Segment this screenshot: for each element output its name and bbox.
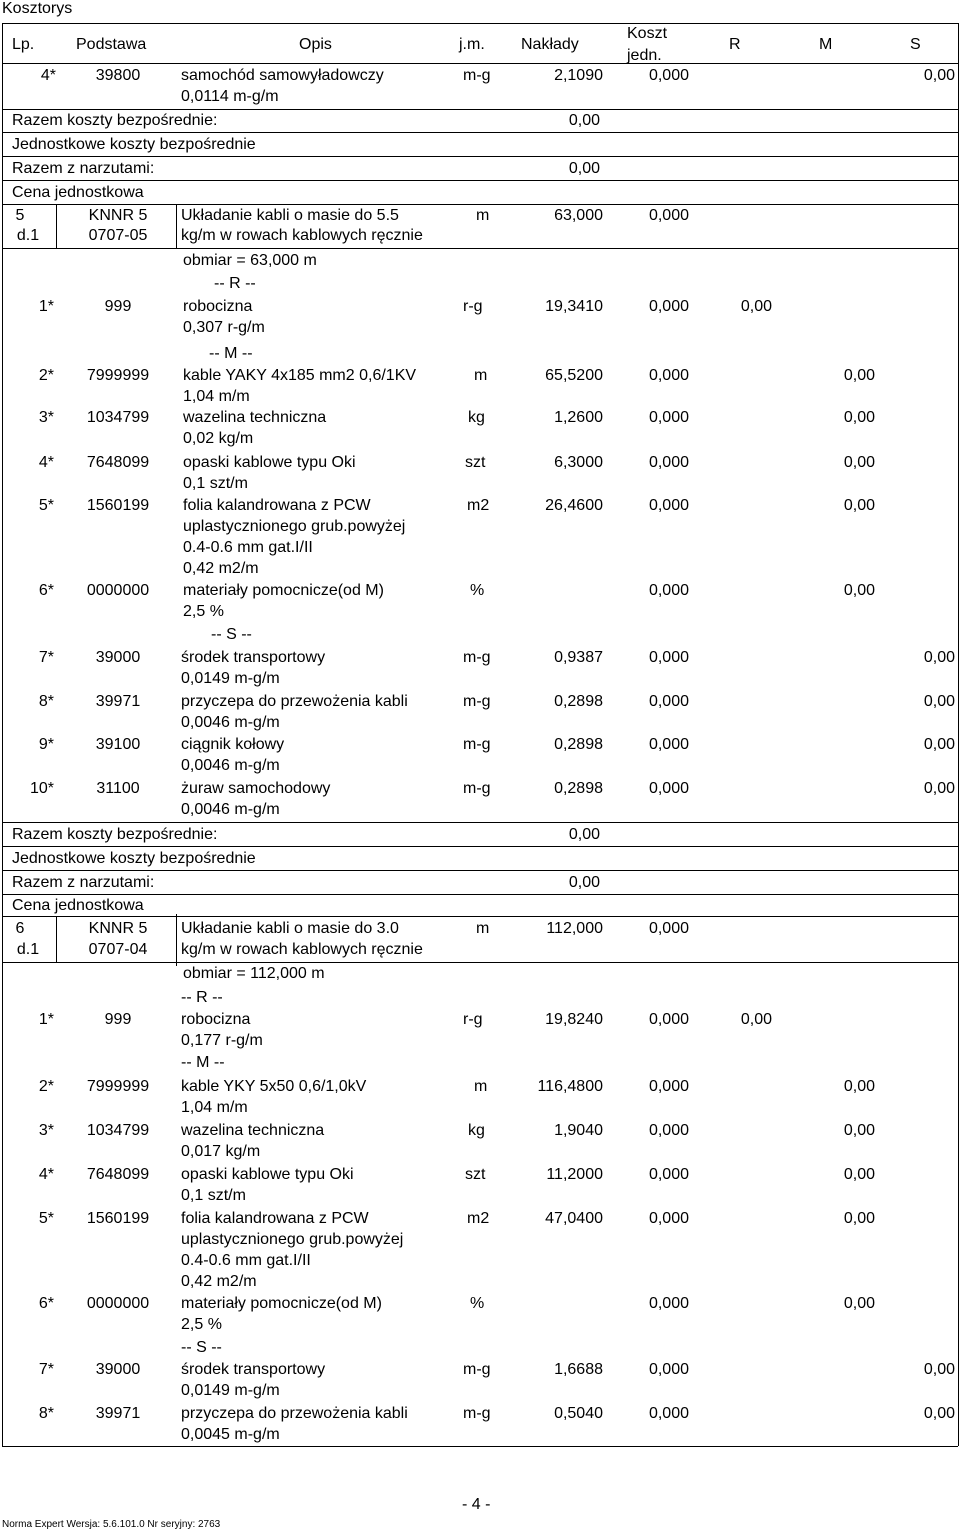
header-lp: Lp. (12, 36, 35, 53)
row-val-s: 0,00 (923, 67, 955, 84)
row-unit: r-g (463, 298, 483, 315)
row-val-s: 0,00 (923, 780, 955, 797)
row-price: 0,000 (648, 736, 689, 753)
row-unit: kg (468, 409, 485, 426)
summary-razem-bezp: Razem koszty bezpośrednie: (12, 112, 218, 129)
row-price: 0,000 (648, 298, 689, 315)
row-desc: opaski kablowe typu Oki (183, 454, 356, 471)
row-val-s: 0,00 (923, 693, 955, 710)
header-s: S (910, 36, 921, 53)
row-desc-detail: 1,04 m/m (181, 1099, 248, 1116)
row-desc: środek transportowy (181, 649, 326, 666)
row-qty: 19,3410 (545, 298, 603, 315)
row-price: 0,000 (648, 1295, 689, 1312)
row-code: 7648099 (86, 1166, 150, 1183)
position-desc: Układanie kabli o masie do 5.5 (181, 207, 399, 224)
row-desc-detail: 0,0045 m-g/m (181, 1426, 280, 1443)
row-val-m: 0,00 (843, 1210, 875, 1227)
row-unit: szt (465, 454, 486, 471)
row-qty: 6,3000 (554, 454, 603, 471)
page-title: Kosztorys (2, 0, 73, 17)
row-code: 39971 (95, 1405, 141, 1422)
summary-razem-bezp-value: 0,00 (568, 826, 600, 843)
row-price: 0,000 (648, 367, 689, 384)
row-desc-detail: 0,177 r-g/m (181, 1032, 263, 1049)
row-desc: robocizna (181, 1011, 251, 1028)
row-desc: przyczepa do przewożenia kabli (181, 1405, 408, 1422)
row-lp: 3* (38, 409, 54, 426)
row-qty: 26,4600 (545, 497, 603, 514)
row-code: 39800 (95, 67, 141, 84)
row-price: 0,000 (648, 67, 689, 84)
row-price: 0,000 (648, 454, 689, 471)
row-code: 39000 (95, 1361, 141, 1378)
row-qty: 2,1090 (554, 67, 603, 84)
section-m: -- M -- (181, 1054, 225, 1071)
row-lp: 7* (38, 1361, 54, 1378)
row-lp: 1* (38, 298, 54, 315)
row-desc-detail: 2,5 % (183, 603, 224, 620)
row-val-m: 0,00 (843, 1166, 875, 1183)
row-desc-detail: 0,42 m2/m (183, 560, 259, 577)
row-qty: 1,9040 (554, 1122, 603, 1139)
row-desc: folia kalandrowana z PCW (181, 1210, 369, 1227)
header-koszt-jedn: jedn. (627, 47, 662, 64)
position-basis-code: 0707-05 (88, 227, 148, 244)
row-desc-detail: 1,04 m/m (183, 388, 250, 405)
row-price: 0,000 (648, 1011, 689, 1028)
position-unit: m (476, 920, 490, 937)
row-val-m: 0,00 (843, 497, 875, 514)
header-jm: j.m. (459, 36, 485, 53)
row-desc: materiały pomocnicze(od M) (181, 1295, 382, 1312)
row-price: 0,000 (648, 1210, 689, 1227)
row-qty: 0,2898 (554, 693, 603, 710)
row-price: 0,000 (648, 409, 689, 426)
row-lp: 3* (38, 1122, 54, 1139)
row-unit: m (474, 367, 488, 384)
row-desc-detail: uplastycznionego grub.powyżej (183, 518, 406, 535)
row-lp: 7* (38, 649, 54, 666)
row-lp: 5* (38, 497, 54, 514)
row-val-s: 0,00 (923, 649, 955, 666)
row-lp: 9* (38, 736, 54, 753)
row-desc: opaski kablowe typu Oki (181, 1166, 354, 1183)
row-val-s: 0,00 (923, 1405, 955, 1422)
section-s: -- S -- (211, 626, 252, 643)
position-qty: 63,000 (554, 207, 603, 224)
summary-cena-jedn: Cena jednostkowa (12, 897, 144, 914)
table-right-border (958, 23, 959, 1446)
row-price: 0,000 (648, 497, 689, 514)
row-val-m: 0,00 (843, 1122, 875, 1139)
row-desc-detail: 0,0046 m-g/m (181, 757, 280, 774)
row-qty: 65,5200 (545, 367, 603, 384)
header-r: R (729, 36, 741, 53)
row-desc-detail: 0.4-0.6 mm gat.I/II (181, 1252, 311, 1269)
section-m: -- M -- (209, 345, 253, 362)
row-desc: robocizna (183, 298, 253, 315)
row-unit: m-g (463, 780, 491, 797)
row-lp: 6* (38, 582, 54, 599)
header-naklady: Nakłady (521, 36, 579, 53)
row-price: 0,000 (648, 1405, 689, 1422)
row-val-m: 0,00 (843, 454, 875, 471)
row-desc-detail: uplastycznionego grub.powyżej (181, 1231, 404, 1248)
row-divider (2, 894, 958, 895)
row-unit: kg (468, 1122, 485, 1139)
summary-razem-bezp-value: 0,00 (568, 112, 600, 129)
row-desc-detail: 0.4-0.6 mm gat.I/II (183, 539, 313, 556)
row-code: 31100 (96, 780, 140, 797)
row-qty: 0,2898 (554, 780, 603, 797)
row-divider (2, 180, 958, 181)
table-bottom-border (2, 1446, 958, 1447)
row-desc: przyczepa do przewożenia kabli (181, 693, 408, 710)
row-price: 0,000 (648, 693, 689, 710)
header-podstawa: Podstawa (76, 36, 147, 53)
row-unit: r-g (463, 1011, 483, 1028)
row-price: 0,000 (648, 780, 689, 797)
row-desc: folia kalandrowana z PCW (183, 497, 371, 514)
summary-razem-narz: Razem z narzutami: (12, 160, 155, 177)
row-divider (2, 132, 958, 133)
row-desc: materiały pomocnicze(od M) (183, 582, 384, 599)
table-top-border (2, 23, 958, 24)
row-unit: m2 (467, 497, 490, 514)
row-val-m: 0,00 (843, 409, 875, 426)
summary-cena-jedn: Cena jednostkowa (12, 184, 144, 201)
position-basis: KNNR 5 (88, 920, 148, 937)
row-desc-detail: 0,42 m2/m (181, 1273, 257, 1290)
row-unit: m-g (463, 67, 491, 84)
row-desc-detail: 0,0149 m-g/m (181, 1382, 280, 1399)
position-lp-sub: d.1 (16, 227, 40, 244)
position-divider (2, 248, 958, 249)
row-code: 7999999 (86, 367, 150, 384)
row-price: 0,000 (648, 582, 689, 599)
row-code: 7999999 (86, 1078, 150, 1095)
row-divider (2, 156, 958, 157)
row-lp: 1* (38, 1011, 54, 1028)
summary-razem-narz-value: 0,00 (568, 874, 600, 891)
row-lp: 8* (38, 1405, 54, 1422)
row-desc: wazelina techniczna (181, 1122, 325, 1139)
position-desc: Układanie kabli o masie do 3.0 (181, 920, 399, 937)
row-desc-detail: 0,307 r-g/m (183, 319, 265, 336)
row-lp: 4* (38, 454, 54, 471)
row-code: 1560199 (86, 1210, 150, 1227)
row-desc: kable YKY 5x50 0,6/1,0kV (181, 1078, 367, 1095)
section-r: -- R -- (214, 275, 256, 292)
position-price: 0,000 (648, 920, 689, 937)
row-code: 1034799 (86, 409, 150, 426)
row-price: 0,000 (648, 649, 689, 666)
row-divider (2, 822, 958, 823)
row-lp: 2* (38, 367, 54, 384)
row-desc: samochód samowyładowczy (181, 67, 384, 84)
row-unit: % (470, 1295, 485, 1312)
row-code: 7648099 (86, 454, 150, 471)
row-qty: 116,4800 (537, 1078, 603, 1095)
row-unit: % (470, 582, 485, 599)
row-unit: m (474, 1078, 488, 1095)
section-r: -- R -- (181, 989, 223, 1006)
row-desc-detail: 2,5 % (181, 1316, 222, 1333)
col-divider (56, 916, 57, 962)
row-val-m: 0,00 (843, 1078, 875, 1095)
row-val-s: 0,00 (923, 1361, 955, 1378)
row-desc: środek transportowy (181, 1361, 326, 1378)
page-number: - 4 - (462, 1496, 491, 1513)
col-divider (176, 204, 177, 248)
section-s: -- S -- (181, 1339, 222, 1356)
row-qty: 0,2898 (554, 736, 603, 753)
row-price: 0,000 (648, 1361, 689, 1378)
row-qty: 1,2600 (554, 409, 603, 426)
row-qty: 0,5040 (554, 1405, 603, 1422)
row-code: 999 (104, 1011, 132, 1028)
footer-software-info: Norma Expert Wersja: 5.6.101.0 Nr seryjny: 2763 (2, 1519, 221, 1530)
row-desc-detail: 0,0046 m-g/m (181, 714, 280, 731)
row-code: 0000000 (86, 1295, 150, 1312)
position-basis: KNNR 5 (88, 207, 148, 224)
summary-jedn-koszty: Jednostkowe koszty bezpośrednie (12, 850, 256, 867)
row-divider (2, 109, 958, 110)
row-qty: 0,9387 (554, 649, 603, 666)
summary-razem-narz-value: 0,00 (568, 160, 600, 177)
position-unit: m (476, 207, 490, 224)
row-lp: 10* (29, 780, 54, 797)
row-qty: 47,0400 (545, 1210, 603, 1227)
row-code: 0000000 (86, 582, 150, 599)
row-lp: 4* (38, 1166, 54, 1183)
row-divider (2, 870, 958, 871)
row-val-m: 0,00 (843, 1295, 875, 1312)
row-lp: 2* (38, 1078, 54, 1095)
row-desc-detail: 0,1 szt/m (181, 1187, 246, 1204)
row-divider (2, 916, 958, 917)
row-val-s: 0,00 (923, 736, 955, 753)
row-desc-detail: 0,0149 m-g/m (181, 670, 280, 687)
row-lp: 8* (38, 693, 54, 710)
position-price: 0,000 (648, 207, 689, 224)
row-norm: 0,0114 m-g/m (181, 88, 279, 105)
row-desc-detail: 0,0046 m-g/m (181, 801, 280, 818)
row-val-r: 0,00 (740, 298, 772, 315)
position-qty: 112,000 (546, 920, 603, 937)
row-val-r: 0,00 (740, 1011, 772, 1028)
row-code: 1034799 (86, 1122, 150, 1139)
row-qty: 1,6688 (554, 1361, 603, 1378)
row-desc: kable YAKY 4x185 mm2 0,6/1KV (183, 367, 417, 384)
row-unit: m-g (463, 1405, 491, 1422)
row-qty: 11,2000 (546, 1166, 603, 1183)
row-val-m: 0,00 (843, 582, 875, 599)
summary-razem-narz: Razem z narzutami: (12, 874, 155, 891)
row-desc: wazelina techniczna (183, 409, 327, 426)
row-val-m: 0,00 (843, 367, 875, 384)
row-unit: m-g (463, 736, 491, 753)
row-code: 39100 (95, 736, 141, 753)
position-basis-code: 0707-04 (88, 941, 148, 958)
position-lp: 6 (15, 920, 25, 937)
row-lp: 4* (40, 67, 56, 84)
row-code: 999 (104, 298, 132, 315)
row-lp: 5* (38, 1210, 54, 1227)
header-divider (2, 63, 958, 64)
obmiar: obmiar = 112,000 m (183, 965, 325, 982)
position-lp: 5 (15, 207, 25, 224)
table-left-border (2, 23, 3, 1446)
row-unit: m2 (467, 1210, 490, 1227)
row-desc-detail: 0,02 kg/m (183, 430, 254, 447)
summary-jedn-koszty: Jednostkowe koszty bezpośrednie (12, 136, 256, 153)
row-unit: m-g (463, 649, 491, 666)
header-opis: Opis (299, 36, 332, 53)
summary-razem-bezp: Razem koszty bezpośrednie: (12, 826, 218, 843)
row-unit: m-g (463, 693, 491, 710)
row-unit: m-g (463, 1361, 491, 1378)
col-divider (176, 914, 177, 966)
row-unit: szt (465, 1166, 486, 1183)
row-divider (2, 204, 958, 205)
row-price: 0,000 (648, 1166, 689, 1183)
row-divider (2, 846, 958, 847)
header-koszt: Koszt (627, 25, 668, 42)
row-lp: 6* (38, 1295, 54, 1312)
row-desc-detail: 0,1 szt/m (183, 475, 248, 492)
row-price: 0,000 (648, 1078, 689, 1095)
row-code: 39000 (95, 649, 141, 666)
row-code: 1560199 (86, 497, 150, 514)
obmiar: obmiar = 63,000 m (183, 252, 317, 269)
row-code: 39971 (95, 693, 141, 710)
position-lp-sub: d.1 (16, 941, 40, 958)
col-divider (56, 204, 57, 248)
position-desc-2: kg/m w rowach kablowych ręcznie (181, 227, 423, 244)
row-price: 0,000 (648, 1122, 689, 1139)
row-desc: żuraw samochodowy (181, 780, 331, 797)
row-desc-detail: 0,017 kg/m (181, 1143, 261, 1160)
row-qty: 19,8240 (545, 1011, 603, 1028)
position-desc-2: kg/m w rowach kablowych ręcznie (181, 941, 423, 958)
row-desc: ciągnik kołowy (181, 736, 285, 753)
header-m: M (819, 36, 833, 53)
position-divider (2, 962, 958, 963)
